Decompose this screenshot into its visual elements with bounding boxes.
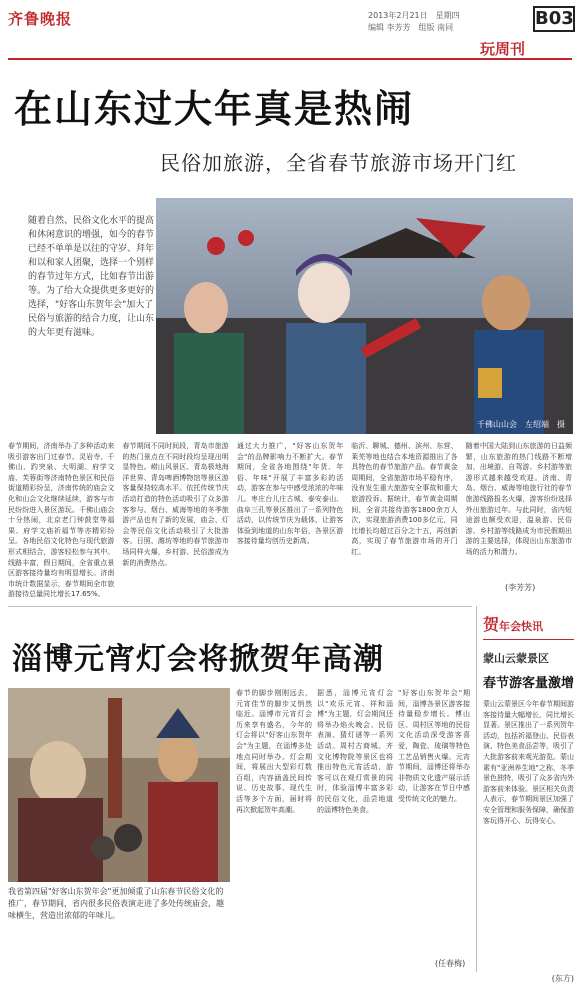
article-column: 春节期间，济南举办了多种活动来吸引游客出门过春节。灵岩寺、千佛山、趵突泉、大明湖、府学文庙、芙蓉街等济南特色景区和民俗街道精彩纷呈，济南传统的庙会文化和山会文化继续延续，游客与市民纷纷进入景区游玩。千佛山庙会十分热闹，北京老门钟鼓堂等福果、府学文庙祈福节等亦精彩纷呈。各地民俗文化特色与现代旅游形式相结合，游客轻松参与其中。线路丰富，假日期间，全省重点景区游客接待量均有明显增长。济南市统计数据显示，春节期间全市旅游接待总量同比增长17.65%。 <box>8 442 115 599</box>
sidebar-title: 蒙山云蒙景区 <box>483 652 549 665</box>
article-byline: (任春梅) <box>435 959 466 968</box>
article-column: 春节的脚步刚刚远去，元宵佳节的脚步又悄然临近。淄博市元宵灯会历来享有盛名，今年的灯会将以"好客山东贺年会"为主题，在淄博多处地点同时举办。灯会期间，将展出大型彩灯数百组，内容涵盖民间传说、历史故事、现代生活等多个方面，届时将再次掀起贺年高潮。 <box>236 689 312 814</box>
issue-date: 2013年2月21日 星期四 <box>368 11 460 20</box>
subheadline-main: 民俗加旅游，全省春节旅游市场开门红 <box>160 151 517 175</box>
lead-paragraph: 随着自然、民俗文化水平的提高和休闲意识的增强，如今的春节已经不单单是以往的守岁、拜年和以和家人团聚，选择一个别样的春节过年方式，比如春节出游等。为了给大众提供更多更好的选择，"好客山东贺年会"加大了民俗与旅游的结合力度，让山东的大年更有滋味。 <box>28 216 155 338</box>
masthead: 齐鲁晚报 <box>8 10 73 28</box>
article-column: 通过大力推广，"好客山东贺年会"的品牌影响力不断扩大。春节期间，全省各地围绕"年货、年俗、年味"开展了丰富多彩的活动，游客在参与中感受浓浓的年味儿。枣庄台儿庄古城、泰安泰山、曲阜三孔等景区推出了一系列特色活动，以传统节庆为载体，让游客体验到地道的山东年俗，各景区游客接待量均创历史新高。 <box>236 442 344 546</box>
kicker-label: 年会快讯 <box>499 620 544 633</box>
sidebar-divider <box>483 639 574 640</box>
article-column: 随着中国大陆到山东旅游的日益频繁，山东旅游的热门线路不断增加，出境游、自驾游、乡村游等旅游形式越来越受欢迎。济南、青岛、烟台、威海等地旅行社的春节旅游线路报名火爆，游客纷纷选择外出旅游过年。与此同时，省内短途游也颇受欢迎，温泉游、民俗游、乡村游等线路成为市民假期出游的主要选择，体现出山东旅游市场的活力和潜力。 <box>465 442 573 556</box>
sidebar-kicker <box>483 612 574 635</box>
sidebar-byline: (东方) <box>551 974 574 983</box>
photo-credit: 千佛山山会 左绍端 摄 <box>477 420 565 429</box>
festival-performers-photo <box>156 198 573 434</box>
article-column: 临沂、聊城、德州、滨州、东营、莱芜等地也结合本地资源推出了各具特色的春节旅游产品。春节黄金周期间，全省旅游市场平稳有序，没有发生重大旅游安全事故和重大旅游投诉。据统计，春节黄金周期间，全省共接待游客1800余万人次，实现旅游消费100多亿元，同比增长均超过百分之十五，再创新高，实现了春节旅游市场的开门红。 <box>351 442 458 556</box>
sidebar-headline: 春节游客量激增 <box>483 676 575 691</box>
page-header <box>0 0 580 62</box>
sidebar-body: 蒙山云蒙景区今年春节期间游客接待量大幅增长，同比增长显著。景区推出了一系列贺年活动，包括祈福登山、民俗表演、特色美食品尝等，吸引了大批游客前来观光游览。蒙山素有"亚洲养生地"之称，冬季景色独特，吸引了众多省内外游客前来体验。景区相关负责人表示，春节期间景区加强了安全管理和服务保障，确保游客玩得开心、玩得安心。 <box>483 700 574 825</box>
section-divider <box>8 606 472 607</box>
photo-caption: 我省第四届"好客山东贺年会"更加倾重了山东春节民俗文化的推广，春节期间，省内很多民俗表演走进了多处传统庙会，趣味横生，营造出浓郁的年味儿。 <box>8 887 224 920</box>
header-divider <box>8 58 572 60</box>
page-number: B03 <box>533 6 575 32</box>
lion-dance-photo <box>8 688 230 882</box>
article-column: "好客山东贺年会"期间，淄博各景区游客接待量稳步增长。博山区、周村区等地的民俗文化活动深受游客喜爱，陶瓷、琉璃等特色工艺品销售火爆。元宵节期间，淄博还将举办非物质文化遗产展示活动，让游客在节日中感受传统文化的魅力。 <box>398 689 470 803</box>
article-byline: (李芳芳) <box>505 583 536 592</box>
article-column: 据悉，淄博元宵灯会以"欢乐元宵、祥和淄博"为主题，灯会期间还将举办焰火晚会、民俗表演、猜灯谜等一系列活动。周村古商城、齐文化博物院等景区也将推出特色元宵活动，游客可以在观灯赏景的同时，体验淄博丰富多彩的民俗文化，品尝地道的淄博特色美食。 <box>317 689 393 814</box>
editor-credit: 编辑 李芳芳 组版 南同 <box>368 23 454 32</box>
news-brief-sidebar <box>476 606 575 983</box>
article-columns <box>8 441 573 599</box>
section-title: 玩周刊 <box>480 40 526 58</box>
kicker-highlight: 贺 <box>483 615 500 634</box>
headline-secondary: 淄博元宵灯会将掀贺年高潮 <box>12 642 384 677</box>
headline-main: 在山东过大年真是热闹 <box>14 86 415 131</box>
article-column: 春节期间不同时间段，青岛市旅游的热门景点在不同时段均呈现出明显特色。崂山风景区、青岛极地海洋世界、青岛啤酒博物馆等景区游客量保持较高水平。依托传统节庆活动打造的特色活动吸引了众多游客参与。烟台、威海等地的冬季旅游产品也有了新的发展，庙会、灯会等民俗文化活动吸引了大批游客。日照、潍坊等地的春节旅游市场同样火爆，乡村游、民俗游成为新的消费热点。 <box>122 442 229 567</box>
